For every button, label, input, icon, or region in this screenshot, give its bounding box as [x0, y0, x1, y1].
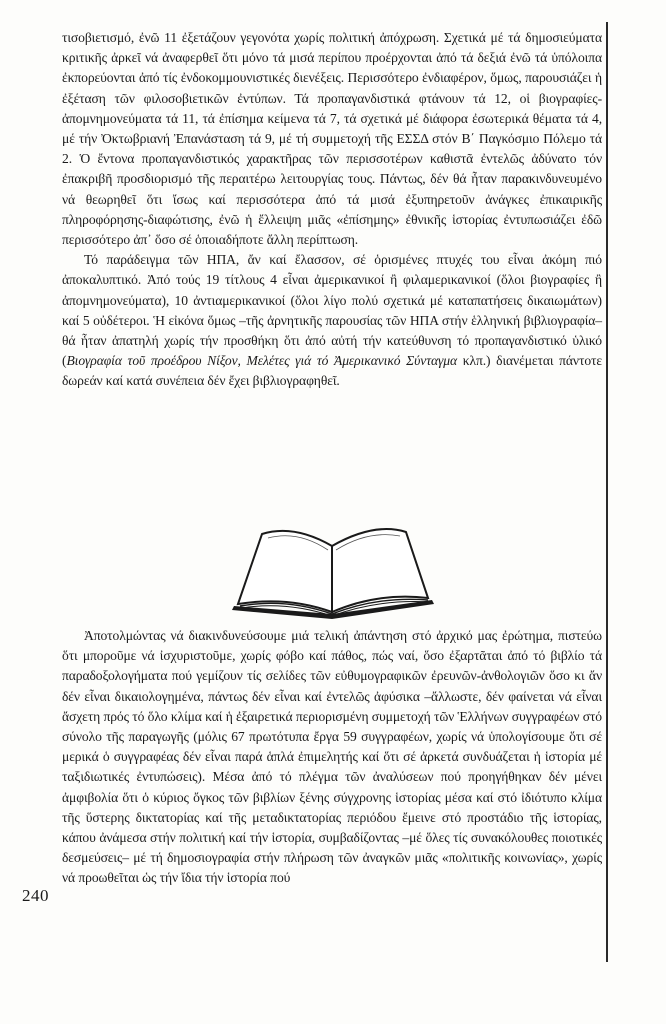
- top-text-block: [62, 28, 602, 392]
- right-margin-rule: [606, 22, 608, 962]
- paragraph-3: Ἀποτολμώντας νά διακινδυνεύσουμε μιά τελική ἀπάντηση στό ἀρχικό μας ἐρώτημα, πιστεύω ὅτι μποροῦμε νά ἰσχυριστοῦμε, χωρίς φόβο καί πάθος, πώς ναί, ὅσο ἐξαρτᾶται ἀπό τό βιβλίο τά παραδοξολογήματα πού γεμίζουν τίς σελίδες τῶν εὐθυμογραφικῶν ἐρευνῶν-ἀνθολογιῶν ὅσο κι ἄν δέν εἶναι δικαιολογημένα, πάντως δέν εἶναι καί ἐντελῶς ἀφύσικα –ἄλλωστε, δέν φαίνεται νά εἶναι ἄσχετη πρός τό ὅλο κλίμα καί ἡ ἐξαιρετικά περιορισμένη συμμετοχή τῶν Ἑλλήνων συγγραφέων στό σύνολο τῆς παραγωγῆς (μόλις 67 πρωτότυπα ἔργα 59 συγγραφέων, χωρίς νά ὑπολογίσουμε ὅτι σέ μερικά ὁ συγγραφέας δέν εἶναι παρά ἁπλά ἐπιμελητής καί ὅτι σέ ἀρκετά συνδυάζεται ἡ ἱστορία μέ ταξιδιωτικές ἐντυπώσεις). Μέσα ἀπό τό πλέγμα τῶν ἀναλύσεων πού προηγήθηκαν δέν μένει ἀμφιβολία ὅτι ὁ κύριος ὄγκος τῶν βιβλίων ξένης σύγχρονης ἱστορίας μέσα καί στό ἰδιότυπο κλίμα τῆς ὕστερης δικτατορίας καί τῆς μεταδικτατορίας περιόδου ἔμεινε στό προστάδιο τῆς ἱστορίας, κάπου ἀνάμεσα στήν πολιτική καί τήν ἱστορία, συμβαδίζοντας –μέ ὅλες τίς συνακόλουθες ποιοτικές δεσμεύσεις– μέ τή δημοσιογραφία στήν πλήρωση τῶν ἀναγκῶν μιᾶς «πολιτικῆς κοινωνίας», χωρίς νά προωθεῖται ὡς τήν ἴδια τήν ἱστορία πού: [62, 628, 602, 886]
- paragraph-2-tail: κλπ.) διανέμεται πάντοτε δωρεάν καί κατά συνέπεια δέν ἔχει βιβλιογραφηθεῖ.: [62, 353, 602, 389]
- paragraph-2: [62, 250, 602, 391]
- open-book-icon: [228, 520, 438, 620]
- paragraph-1: τισοβιετισμό, ἐνῶ 11 ἐξετάζουν γεγονότα χωρίς πολιτική ἀπόχρωση. Σχετικά μέ τά δημοσιεύματα κριτικῆς ἀρκεῖ νά ἀναφερθεῖ ὅτι μόνο τά μισά περίπου προέρχονται ἀπό τά δεξιά ἐνῶ τά ὑπόλοιπα ἐκπορεύονται ἀπό τίς ἐνδοκομμουνιστικές διενέξεις. Περισσότερο ἐνδιαφέρον, ὅμως, παρουσιάζει ἡ ἐξέταση τῶν φιλοσοβιετικῶν ἐντύπων. Τά προπαγανδιστικά φτάνουν τά 12, οἱ βιογραφίες-ἀπομνημονεύματα τά 11, τά ἐπίσημα κείμενα τά 7, τά σχετικά μέ διάφορα ἐσωτερικά θέματα τά 4, μέ τήν Ὀκτωβριανή Ἐπανάσταση τά 9, μέ τή συμμετοχή τῆς ΕΣΣΔ στόν Β΄ Παγκόσμιο Πόλεμο τά 2. Ὁ ἔντονα προπαγανδιστικός χαρακτῆρας τῶν περισσοτέρων καθιστᾶ ἐντελῶς ἀδύνατο τόν ἐπακριβῆ προσδιορισμό τῆς περαιτέρω λειτουργίας τους. Πάντως, δέν θά ἦταν παρακινδυνευμένο νά θεωρηθεῖ ὅτι ἴσως καί περισσότερα ἀπό τά μισά ἐξυπηρετοῦν ἀνάγκες ἐπικαιρικῆς πληροφόρησης-διαφώτισης, ἐνῶ ἡ ἔλλειψη μιᾶς «ἐπίσημης» ἐθνικῆς ἱστορίας ἐντυπωσιάζει ἐδῶ περισσότερο ἀπ᾽ ὅσο σέ ὁποιαδήποτε ἄλλη περίπτωση.: [62, 30, 602, 248]
- paragraph-2-main: Τό παράδειγμα τῶν ΗΠΑ, ἄν καί ἔλασσον, σέ ὁρισμένες πτυχές του εἶναι ἀκόμη πιό ἀποκαλυπτικό. Ἀπό τούς 19 τίτλους 4 εἶναι ἀμερικανικοί ἢ φιλαμερικανικοί (ὅλοι βιογραφίες ἢ ἀπομνημονεύματα), 10 ἀντιαμερικανικοί (ὅλοι λίγο πολύ σχετικά μέ καταπατήσεις δικαιωμάτων) καί 5 οὐδέτεροι. Ἡ εἰκόνα ὅμως –τῆς ἀρνητικῆς παρουσίας τῶν ΗΠΑ στήν ἑλληνική βιβλιογραφία– θά ἦταν ἀπατηλή χωρίς τήν προσθήκη ὅτι ἀπό αὐτή τήν κατεύθυνση τό προπαγανδιστικό ὑλικό (: [62, 252, 602, 369]
- bottom-text-block: [62, 626, 602, 889]
- page-number: 240: [22, 886, 49, 905]
- paragraph-2-italic-titles: Βιογραφία τοῦ προέδρου Νίξον, Μελέτες γιά τό Ἀμερικανικό Σύνταγμα: [66, 353, 458, 369]
